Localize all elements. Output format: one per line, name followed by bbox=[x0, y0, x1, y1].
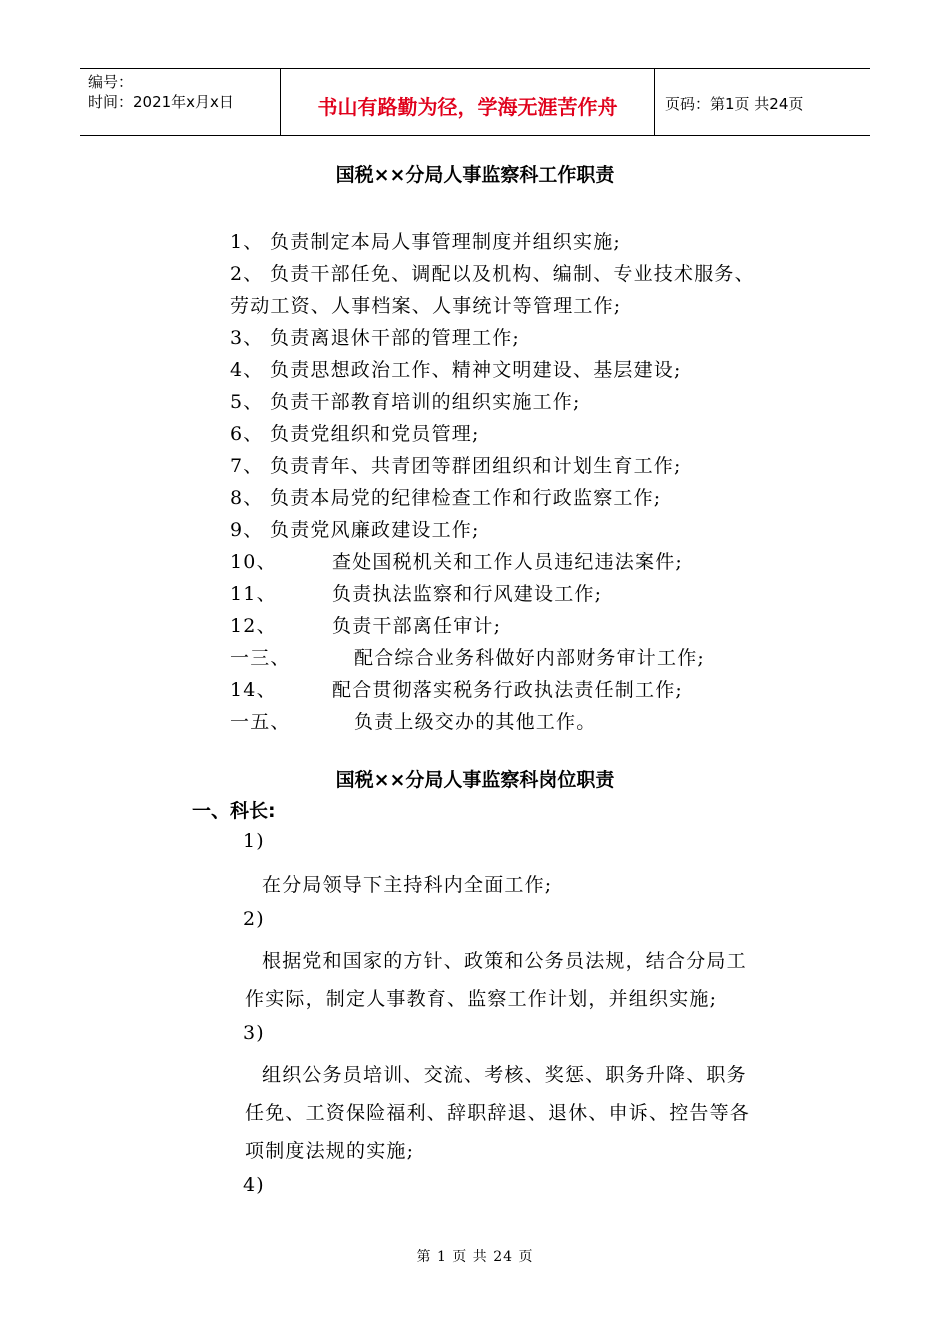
item-number: 4) bbox=[243, 1174, 265, 1196]
section2-subheading: 一、科长: bbox=[192, 800, 276, 822]
item-text: 组织公务员培训、交流、考核、奖惩、职务升降、职务 bbox=[262, 1064, 747, 1086]
section2-title: 国税××分局人事监察科岗位职责 bbox=[335, 769, 615, 791]
list-item: 一三、 配合综合业务科做好内部财务审计工作; bbox=[230, 647, 706, 669]
item-text: 根据党和国家的方针、政策和公务员法规，结合分局工 bbox=[262, 950, 747, 972]
list-item: 8、 负责本局党的纪律检查工作和行政监察工作; bbox=[230, 487, 662, 509]
list-item: 4、 负责思想政治工作、精神文明建设、基层建设; bbox=[230, 359, 682, 381]
item-text: 在分局领导下主持科内全面工作; bbox=[262, 874, 553, 896]
item-number: 2) bbox=[243, 908, 265, 930]
document-header bbox=[80, 68, 870, 136]
document-number-label: 编号： bbox=[88, 73, 134, 91]
section1-title: 国税××分局人事监察科工作职责 bbox=[335, 164, 615, 186]
header-motto: 书山有路勤为径，学海无涯苦作舟 bbox=[281, 69, 655, 135]
list-item: 6、 负责党组织和党员管理; bbox=[230, 423, 480, 445]
list-item: 10、 查处国税机关和工作人员违纪违法案件; bbox=[230, 551, 684, 573]
header-page-info: 页码：第1页 共24页 bbox=[665, 94, 804, 113]
list-item: 9、 负责党风廉政建设工作; bbox=[230, 519, 480, 541]
list-item-continuation: 劳动工资、人事档案、人事统计等管理工作; bbox=[230, 295, 622, 317]
header-meta bbox=[80, 69, 281, 135]
list-item: 11、 负责执法监察和行风建设工作; bbox=[230, 583, 603, 605]
item-text: 项制度法规的实施; bbox=[245, 1140, 415, 1162]
item-number: 3) bbox=[243, 1022, 265, 1044]
list-item: 7、 负责青年、共青团等群团组织和计划生育工作; bbox=[230, 455, 682, 477]
list-item: 3、 负责离退休干部的管理工作; bbox=[230, 327, 521, 349]
list-item: 14、 配合贯彻落实税务行政执法责任制工作; bbox=[230, 679, 684, 701]
list-item: 2、 负责干部任免、调配以及机构、编制、专业技术服务、 bbox=[230, 263, 755, 285]
list-item: 12、 负责干部离任审计; bbox=[230, 615, 502, 637]
item-text: 任免、工资保险福利、辞职辞退、退休、申诉、控告等各 bbox=[245, 1102, 751, 1124]
document-date: 时间：2021年x月x日 bbox=[88, 93, 234, 111]
item-text: 作实际，制定人事教育、监察工作计划，并组织实施; bbox=[245, 988, 718, 1010]
page-footer: 第 1 页 共 24 页 bbox=[416, 1249, 534, 1265]
item-number: 1) bbox=[243, 830, 265, 852]
list-item: 一五、 负责上级交办的其他工作。 bbox=[230, 711, 597, 733]
list-item: 5、 负责干部教育培训的组织实施工作; bbox=[230, 391, 581, 413]
list-item: 1、 负责制定本局人事管理制度并组织实施; bbox=[230, 231, 622, 253]
